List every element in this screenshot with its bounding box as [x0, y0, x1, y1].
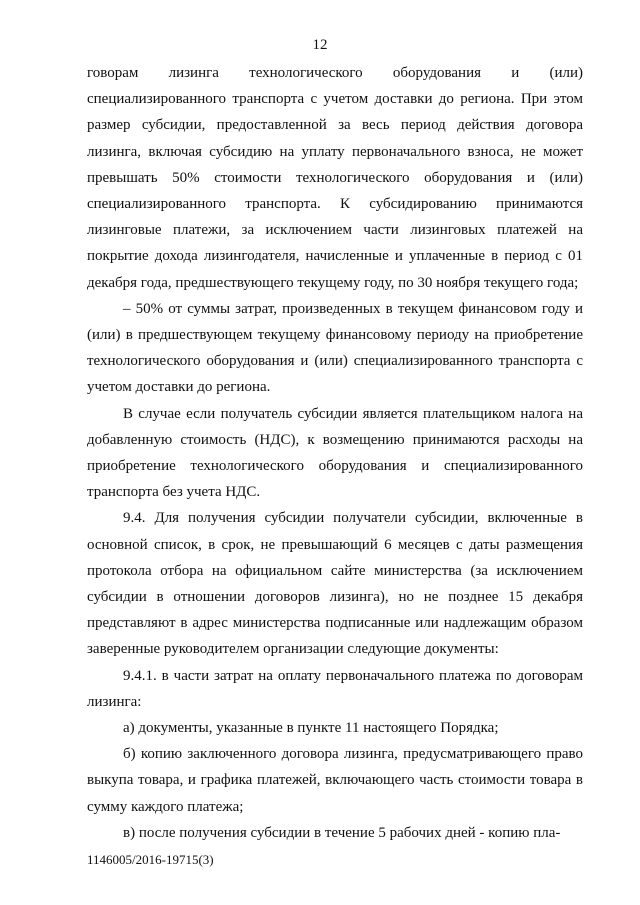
- paragraph-vat: В случае если получатель субсидии является плательщиком налога на добавленную стоимость (НДС), к возмещению принимаются расходы на приобретение технологического оборудования и специализированного транспорта без учета НДС.: [87, 405, 583, 501]
- paragraph-9-4: 9.4. Для получения субсидии получатели субсидии, включенные в основной список, в срок, не превышающий 6 месяцев с даты размещения протокола отбора на официальном сайте министерства (за исключением субсидии в отношении договоров лизинга), но не позднее 15 декабря представляют в адрес министерства подписанные или надлежащим образом заверенные руководителем организации следующие документы:: [87, 510, 583, 658]
- list-item-b: б) копию заключенного договора лизинга, предусматривающего право выкупа товара, и графика платежей, включающего часть стоимости товара в сумму каждого платежа;: [87, 746, 583, 815]
- paragraph-9-4-1: 9.4.1. в части затрат на оплату первоначального платежа по договорам лизинга:: [87, 667, 583, 710]
- list-item-a: а) документы, указанные в пункте 11 настоящего Порядка;: [123, 720, 499, 737]
- page-number: 12: [312, 37, 328, 53]
- paragraph-leasing-continuation: говорам лизинга технологического оборудования и (или) специализированного транспорта с учетом доставки до региона. При этом размер субсидии, предоставленной за весь период действия договора лизинга, включая субсидию на уплату первоначального взноса, не может превышать 50% стоимости технологического оборудования и (или) специализированного транспорта. К субсидированию принимаются лизинговые платежи, за исключением части лизинговых платежей на покрытие дохода лизингодателя, начисленные и уплаченные в период с 01 декабря года, предшествующего текущему году, по 30 ноября текущего года;: [87, 65, 583, 291]
- document-footer-code: 1146005/2016-19715(3): [87, 852, 214, 867]
- paragraph-fifty-percent: – 50% от суммы затрат, произведенных в текущем финансовом году и (или) в предшествующем текущему финансовому периоду на приобретение технологического оборудования и (или) специализированного транспорта с учетом доставки до региона.: [87, 300, 583, 396]
- list-item-v: в) после получения субсидии в течение 5 рабочих дней - копию пла-: [123, 824, 561, 841]
- document-body: [87, 60, 583, 846]
